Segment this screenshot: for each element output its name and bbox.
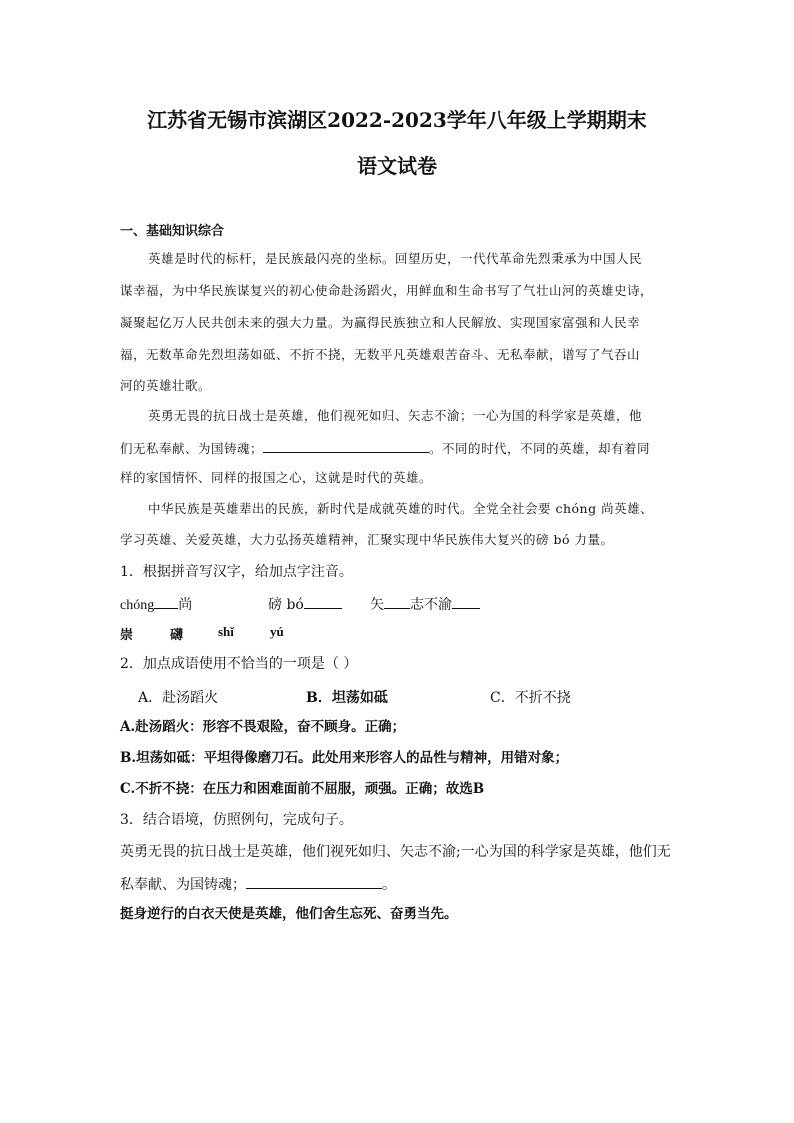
passage-text: 们无私奉献、为国铸魂； — [120, 441, 264, 456]
passage-line: 样的家国情怀、同样的报国之心，这就是时代的英雄。 — [120, 470, 433, 485]
q1-item3 — [370, 594, 480, 614]
passage-line: 学习英雄、关爱英雄，大力弘扬英雄精神，汇聚实现中华民族伟大复兴的磅 bó 力量。 — [120, 532, 614, 547]
question-3: 3．结合语境，仿照例句，完成句子。 — [120, 812, 353, 828]
option-c[interactable]: C．不折不挠 — [490, 690, 571, 706]
passage-line: 福，无数革命先烈坦荡如砥、不折不挠，无数平凡英雄艰苦奋斗、无私奉献，谱写了气吞山 — [120, 347, 641, 362]
q3-example-line — [120, 874, 396, 894]
answer-blank[interactable] — [263, 438, 429, 453]
document-subtitle: 语文试卷 — [357, 154, 437, 178]
explanation-b: B.坦荡如砥：平坦得像磨刀石。此处用来形容人的品性与精神，用错对象； — [120, 750, 569, 766]
passage-line: 河的英雄壮歌。 — [120, 378, 212, 393]
q1-items — [120, 594, 192, 615]
q3-answer: 挺身逆行的白衣天使是英雄，他们舍生忘死、奋勇当先。 — [120, 906, 458, 922]
q3-example-line: 英勇无畏的抗日战士是英雄，他们视死如归、矢志不渝;一心为国的科学家是英雄，他们无 — [120, 844, 671, 860]
answer-blank[interactable] — [246, 874, 382, 889]
document-title: 江苏省无锡市滨湖区2022-2023学年八年级上学期期末 — [147, 108, 647, 132]
explanation-a: A.赴汤蹈火：形容不畏艰险，奋不顾身。正确； — [120, 719, 406, 735]
answer-blank[interactable] — [154, 594, 178, 609]
explanation-c: C.不折不挠：在压力和困难面前不屈服，顽强。正确；故选B — [120, 781, 485, 797]
answer-blank[interactable] — [384, 594, 410, 609]
q1-answer: yú — [270, 624, 284, 639]
item-text: 矢 — [370, 597, 384, 613]
option-b[interactable]: B．坦荡如砥 — [306, 690, 388, 706]
passage-line: 中华民族是英雄辈出的民族，新时代是成就英雄的时代。全党全社会要 chóng 尚英雄、 — [148, 501, 654, 516]
passage-line: 英雄是时代的标杆，是民族最闪亮的坐标。回望历史，一代代革命先烈秉承为中国人民 — [148, 251, 643, 266]
question-1: 1．根据拼音写汉字，给加点字注音。 — [120, 564, 353, 580]
q1-answer: shǐ — [218, 624, 234, 639]
q1-item2 — [268, 594, 342, 614]
q1-answer: 崇 — [120, 628, 134, 643]
item-text: 尚 — [178, 597, 193, 613]
q3-text: 私奉献、为国铸魂； — [120, 877, 246, 893]
answer-blank[interactable] — [452, 594, 480, 609]
passage-line: 凝聚起亿万人民共创未来的强大力量。为赢得民族独立和人民解放、实现国家富强和人民幸 — [120, 315, 641, 330]
question-2: 2．加点成语使用不恰当的一项是（ ） — [120, 656, 358, 672]
option-a[interactable]: A．赴汤蹈火 — [138, 690, 219, 706]
pinyin-item: 磅 bó — [268, 597, 304, 613]
answer-blank[interactable] — [304, 594, 342, 609]
section-heading: 一、基础知识综合 — [120, 224, 225, 239]
passage-line — [120, 438, 650, 458]
passage-line: 谋幸福，为中华民族谋复兴的初心使命赴汤蹈火，用鲜血和生命书写了气壮山河的英雄史诗， — [120, 283, 654, 298]
passage-text: 。不同的时代，不同的英雄，却有着同 — [429, 441, 651, 456]
pinyin-item: chóng — [120, 598, 155, 613]
q1-answer: 礴 — [170, 628, 184, 643]
passage-line: 英勇无畏的抗日战士是英雄，他们视死如归、矢志不渝；一心为国的科学家是英雄，他 — [148, 408, 643, 423]
item-text: 志不渝 — [410, 597, 452, 613]
q3-text: 。 — [382, 877, 396, 893]
